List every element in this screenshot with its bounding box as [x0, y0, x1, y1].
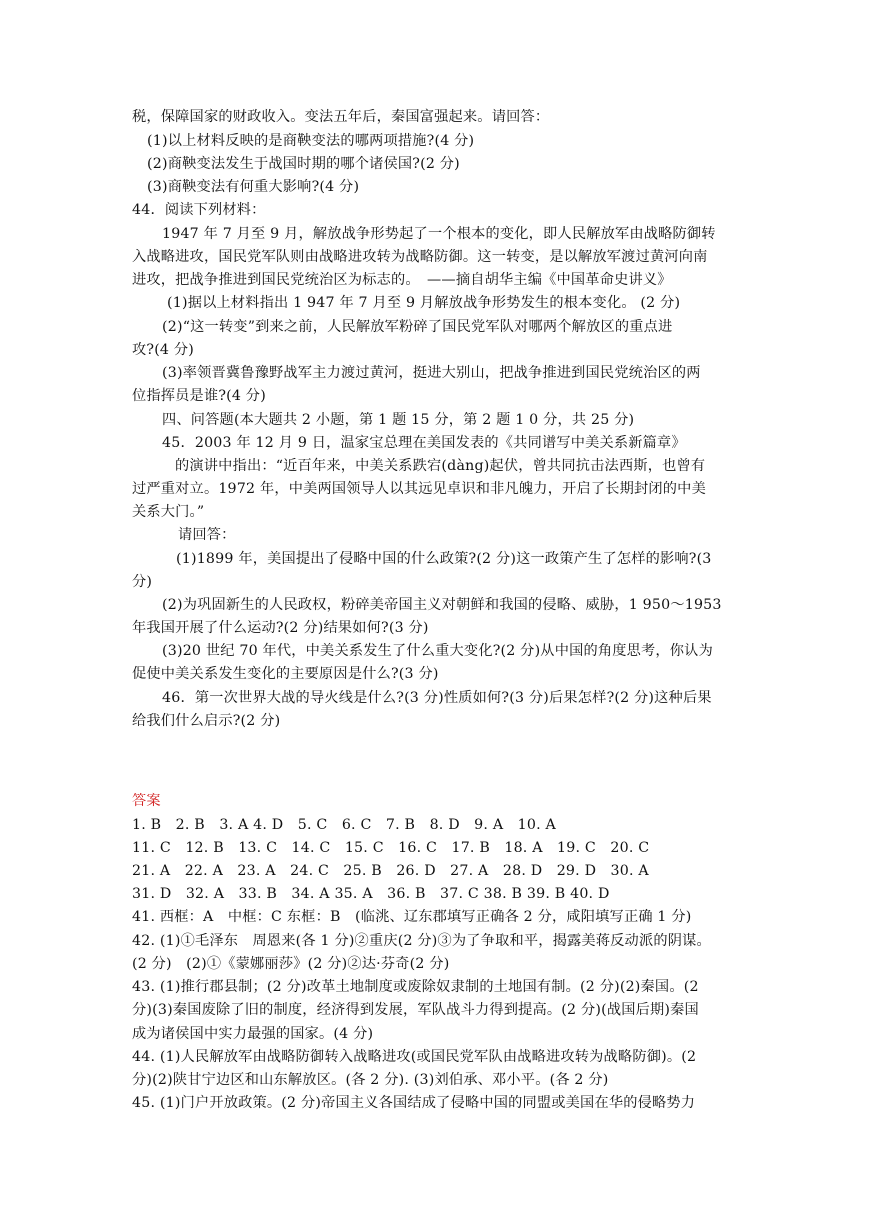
text-line: 关系大门。” — [132, 504, 205, 520]
answer-line: 45. (1)门户开放政策。(2 分)帝国主义各国结成了侵略中国的同盟或美国在华的侵略势力 — [132, 1095, 696, 1111]
answer-line: 21. A 22. A 23. A 24. C 25. B 26. D 27. A 28. D 29. D 30. A — [132, 863, 649, 879]
text-line: (2)商鞅变法发生于战国时期的哪个诸侯国?(2 分) — [147, 156, 460, 172]
answer-line: 44. (1)人民解放军由战略防御转入战略进攻(或国民党军队由战略进攻转为战略防御)。(2 — [132, 1049, 697, 1065]
answer-line: 42. (1)①毛泽东 周恩来(各 1 分)②重庆(2 分)③为了争取和平，揭露美蒋反动派的阴谋。 — [132, 933, 711, 949]
text-line: (2)为巩固新生的人民政权，粉碎美帝国主义对朝鲜和我国的侵略、威胁，1 950～1953 — [162, 597, 722, 613]
text-line: (3)率领晋冀鲁豫野战军主力渡过黄河，挺进大别山，把战争推进到国民党统治区的两 — [162, 365, 701, 381]
answer-line: 分)(2)陕甘宁边区和山东解放区。(各 2 分). (3)刘伯承、邓小平。(各 2 分) — [132, 1072, 609, 1088]
text-line: 进攻，把战争推进到国民党统治区为标志的。 ——摘自胡华主编《中国革命史讲义》 — [132, 272, 672, 288]
text-line: (1)据以上材料指出 1 947 年 7 月至 9 月解放战争形势发生的根本变化。 (2 分) — [167, 295, 681, 311]
question-44-heading: 44．阅读下列材料： — [132, 202, 266, 218]
text-line: 请回答： — [178, 527, 236, 543]
text-line: 入战略进攻，国民党军队则由战略进攻转为战略防御。这一转变，是以解放军渡过黄河向南 — [132, 249, 708, 265]
text-line: (2)“这一转变”到来之前，人民解放军粉碎了国民党军队对哪两个解放区的重点进 — [162, 319, 673, 335]
answer-line: 分)(3)秦国废除了旧的制度，经济得到发展，军队战斗力得到提高。(2 分)(战国后期)秦国 — [132, 1002, 699, 1018]
text-line: 攻?(4 分) — [132, 342, 194, 358]
answer-line: 43. (1)推行郡县制；(2 分)改革土地制度或废除奴隶制的土地国有制。(2 分)(2)秦国。(2 — [132, 979, 699, 995]
question-45-heading: 45．2003 年 12 月 9 日，温家宝总理在美国发表的《共同谱写中美关系新篇章》 — [162, 435, 686, 451]
text-line: 过严重对立。1972 年，中美两国领导人以其远见卓识和非凡魄力，开启了长期封闭的中美 — [132, 481, 706, 497]
section-heading: 四、问答题(本大题共 2 小题，第 1 题 15 分，第 2 题 1 0 分，共 25 分) — [162, 412, 635, 428]
answers-heading: 答案 — [132, 793, 161, 809]
text-line: (3)20 世纪 70 年代，中美关系发生了什么重大变化?(2 分)从中国的角度思考，你认为 — [162, 643, 713, 659]
answer-line: 1. B 2. B 3. A 4. D 5. C 6. C 7. B 8. D 9. A 10. A — [132, 817, 556, 833]
answer-line: (2 分) (2)①《蒙娜丽莎》(2 分)②达·芬奇(2 分) — [132, 956, 450, 972]
text-line: 促使中美关系发生变化的主要原因是什么?(3 分) — [132, 666, 439, 682]
answer-line: 11. C 12. B 13. C 14. C 15. C 16. C 17. B 18. A 19. C 20. C — [132, 840, 650, 856]
text-line: 1947 年 7 月至 9 月，解放战争形势起了一个根本的变化，即人民解放军由战略防御转 — [162, 226, 716, 242]
question-46-heading: 46．第一次世界大战的导火线是什么?(3 分)性质如何?(3 分)后果怎样?(2 分)这种后果 — [162, 690, 712, 706]
text-line: 税，保障国家的财政收入。变法五年后，秦国富强起来。请回答： — [132, 109, 550, 125]
text-line: 给我们什么启示?(2 分) — [132, 713, 281, 729]
text-line: (1)以上材料反映的是商鞅变法的哪两项措施?(4 分) — [147, 133, 475, 149]
text-line: 年我国开展了什么运动?(2 分)结果如何?(3 分) — [132, 620, 429, 636]
answer-line: 41. 西框：A 中框：C 东框：B (临洮、辽东郡填写正确各 2 分，咸阳填写正确 1 分) — [132, 909, 692, 925]
answer-line: 31. D 32. A 33. B 34. A 35. A 36. B 37. C 38. B 39. B 40. D — [132, 886, 610, 902]
text-line: 位指挥员是谁?(4 分) — [132, 388, 266, 404]
answer-line: 成为诸侯国中实力最强的国家。(4 分) — [132, 1026, 374, 1042]
text-line: (1)1899 年，美国提出了侵略中国的什么政策?(2 分)这一政策产生了怎样的影响?(3 — [176, 551, 712, 567]
text-line: (3)商鞅变法有何重大影响?(4 分) — [147, 179, 360, 195]
text-line: 分) — [132, 574, 153, 590]
text-line: 的演讲中指出：“近百年来，中美关系跌宕(dàng)起伏，曾共同抗击法西斯，也曾有 — [175, 458, 706, 474]
